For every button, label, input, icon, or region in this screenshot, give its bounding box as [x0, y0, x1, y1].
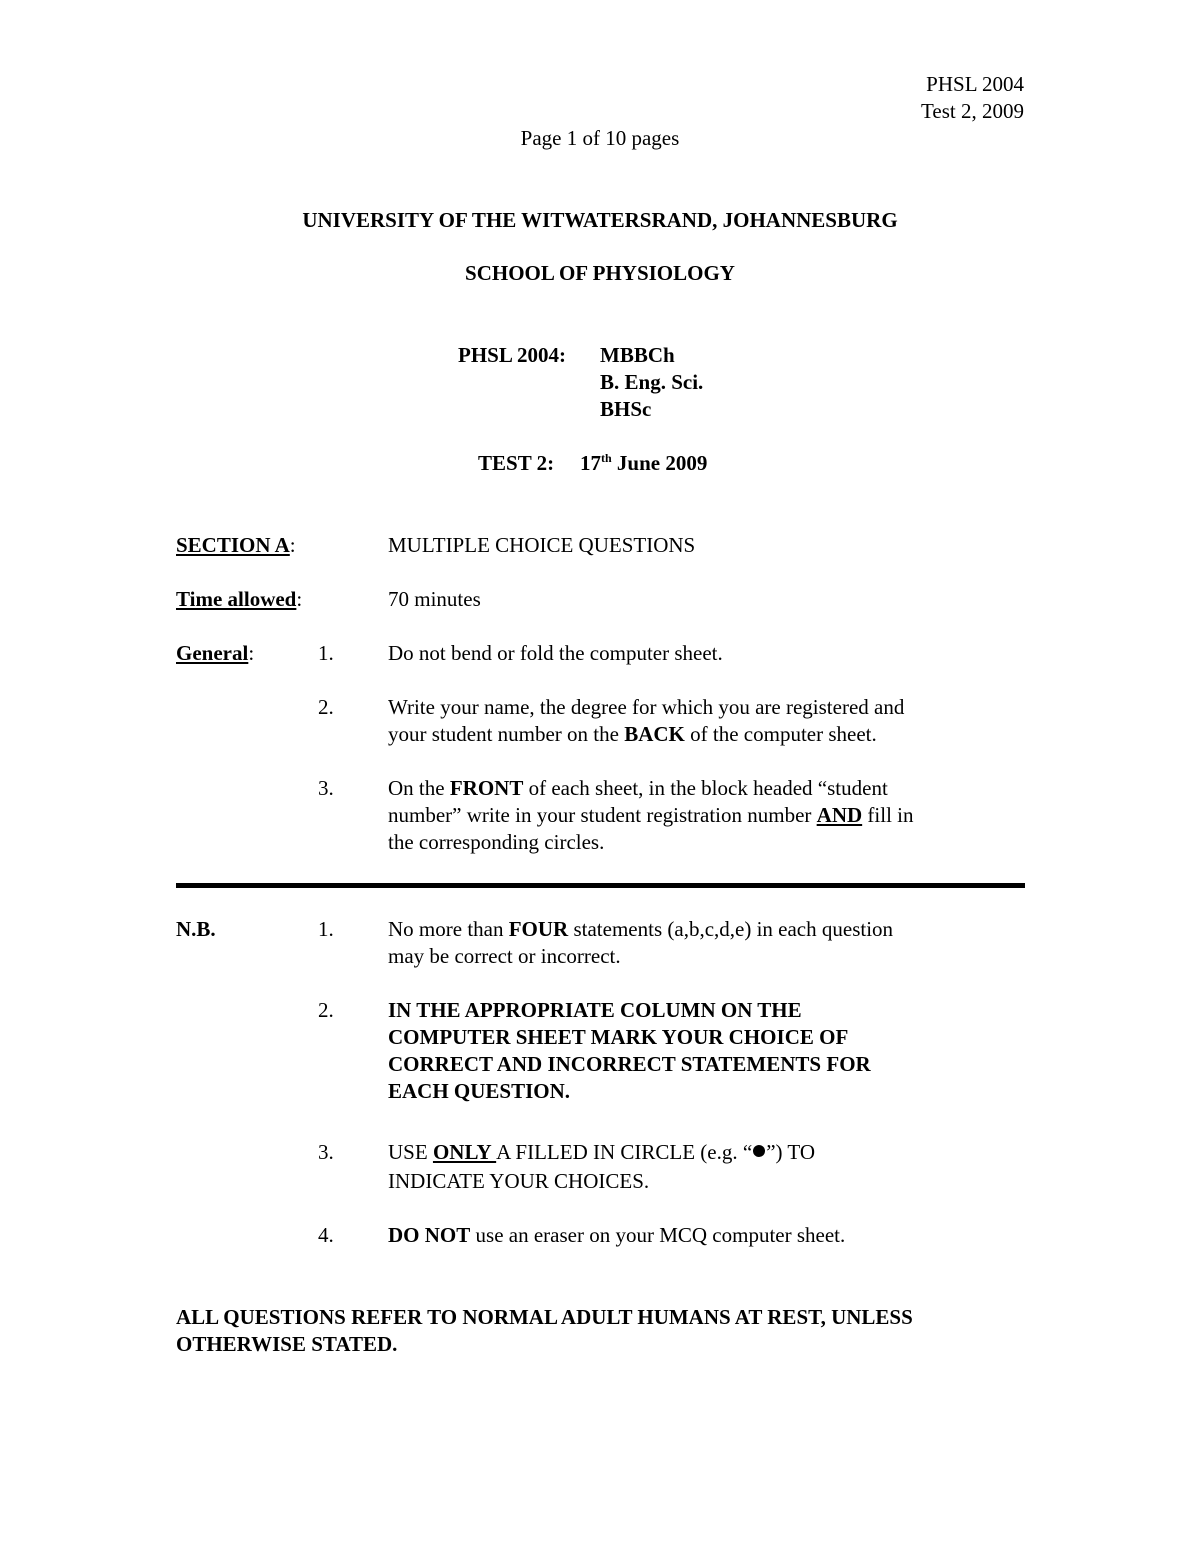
page-indicator: Page 1 of 10 pages: [520, 126, 680, 150]
general-row-label: [176, 640, 254, 667]
time-row-label: [176, 586, 302, 613]
university-title: UNIVERSITY OF THE WITWATERSRAND, JOHANNESBURG: [302, 208, 898, 232]
section-value: MULTIPLE CHOICE QUESTIONS: [388, 533, 696, 557]
course-label: PHSL 2004:: [458, 343, 566, 367]
general-item-number: 3.: [318, 776, 334, 800]
nb-item-text: INDICATE YOUR CHOICES.: [388, 1169, 650, 1193]
section-row-label: [176, 532, 296, 559]
text-run: statements (a,b,c,d,e) in each question: [568, 917, 894, 941]
test-day: 17: [580, 451, 601, 475]
degree-item: B. Eng. Sci.: [600, 370, 704, 394]
text-run-bold: BACK: [624, 722, 685, 746]
nb-item-text: [388, 1139, 815, 1166]
text-run: of the computer sheet.: [684, 722, 877, 746]
nb-item-text: EACH QUESTION.: [388, 1079, 571, 1103]
nb-item-text: COMPUTER SHEET MARK YOUR CHOICE OF: [388, 1025, 849, 1049]
nb-item-number: 1.: [318, 917, 334, 941]
filled-circle-icon: [753, 1145, 765, 1157]
test-label: TEST 2:: [478, 451, 555, 475]
footer-statement-line: OTHERWISE STATED.: [176, 1332, 398, 1356]
test-day-suffix: th: [601, 451, 612, 465]
text-run: On the: [388, 776, 450, 800]
section-label: SECTION A: [176, 533, 290, 557]
text-run-bold: DO NOT: [388, 1223, 471, 1247]
nb-item-text: [388, 916, 893, 943]
general-colon: :: [248, 641, 255, 665]
general-item-text: [388, 775, 888, 802]
nb-item-number: 3.: [318, 1140, 334, 1164]
text-run: No more than: [388, 917, 509, 941]
general-item-number: 1.: [318, 641, 334, 665]
nb-item-number: 4.: [318, 1223, 334, 1247]
nb-item-text: CORRECT AND INCORRECT STATEMENTS FOR: [388, 1052, 871, 1076]
text-run: USE: [388, 1140, 433, 1164]
degree-item: MBBCh: [600, 343, 675, 367]
test-date: [580, 450, 707, 477]
general-item-text: [388, 721, 877, 748]
text-run: number” write in your student registration number: [388, 803, 817, 827]
text-run: use an eraser on your MCQ computer sheet.: [470, 1223, 846, 1247]
text-run-bold: FOUR: [508, 917, 569, 941]
nb-item-text: IN THE APPROPRIATE COLUMN ON THE: [388, 998, 802, 1022]
general-item-text: Write your name, the degree for which you are registered and: [388, 695, 905, 719]
degree-item: BHSc: [600, 397, 652, 421]
test-year: Test 2, 2009: [921, 99, 1024, 123]
time-colon: :: [296, 587, 303, 611]
text-run: A FILLED IN CIRCLE (e.g. “: [496, 1140, 753, 1164]
nb-label: N.B.: [176, 917, 216, 941]
text-run-bold: ONLY: [432, 1140, 497, 1164]
general-item-text: Do not bend or fold the computer sheet.: [388, 641, 723, 665]
general-item-number: 2.: [318, 695, 334, 719]
nb-item-number: 2.: [318, 998, 334, 1022]
time-label: Time allowed: [176, 587, 297, 611]
section-colon: :: [289, 533, 296, 557]
general-item-text: [388, 802, 914, 829]
text-run: ”) TO: [766, 1140, 816, 1164]
time-value: 70 minutes: [388, 587, 481, 611]
text-run-bold: AND: [816, 803, 863, 827]
text-run: your student number on the: [388, 722, 625, 746]
school-title: SCHOOL OF PHYSIOLOGY: [465, 261, 735, 285]
text-run: of each sheet, in the block headed “student: [523, 776, 888, 800]
footer-statement-line: ALL QUESTIONS REFER TO NORMAL ADULT HUMANS AT REST, UNLESS: [176, 1305, 913, 1329]
text-run: fill in: [862, 803, 914, 827]
section-divider: [176, 883, 1025, 888]
course-code: PHSL 2004: [926, 72, 1024, 96]
general-label: General: [176, 641, 249, 665]
test-month-year: June 2009: [616, 451, 708, 475]
general-item-text: the corresponding circles.: [388, 830, 605, 854]
text-run-bold: FRONT: [449, 776, 524, 800]
nb-item-text: may be correct or incorrect.: [388, 944, 621, 968]
nb-item-text: [388, 1222, 845, 1249]
